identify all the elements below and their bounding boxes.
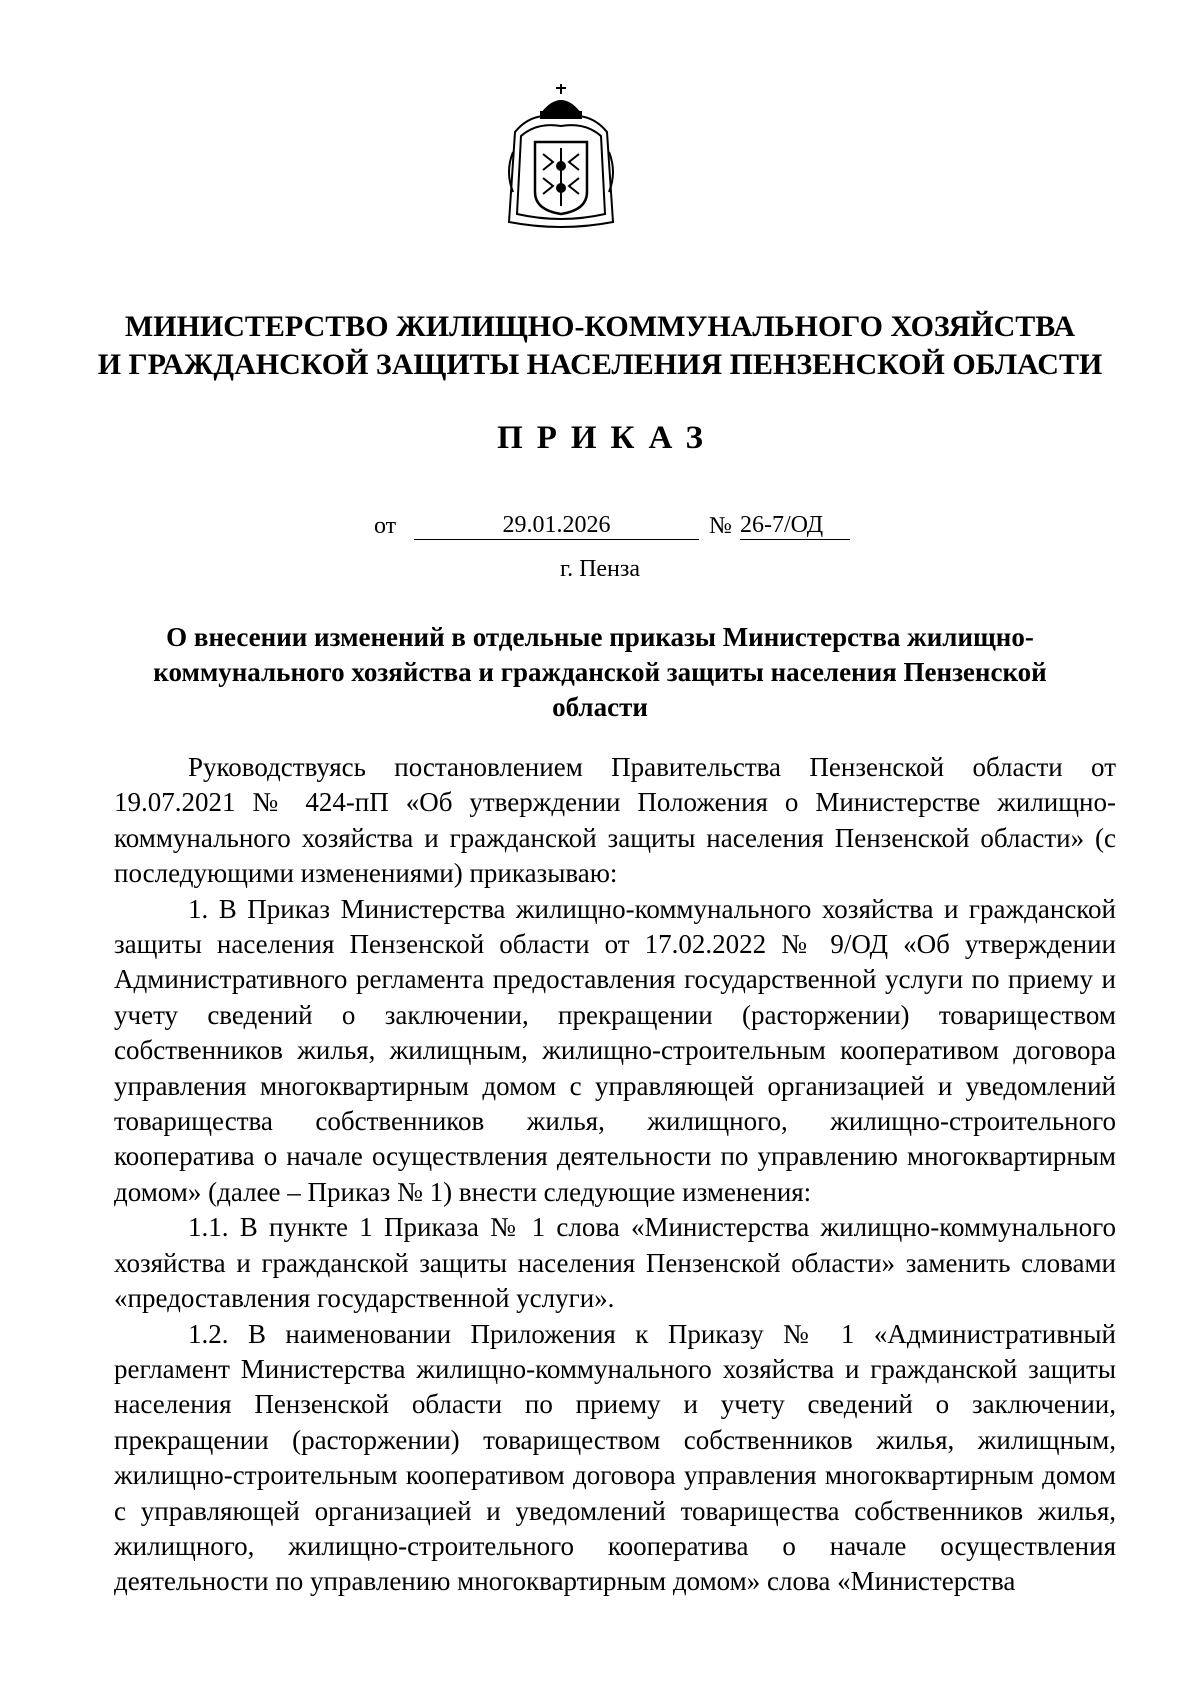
ministry-name-line2: И ГРАЖДАНСКОЙ ЗАЩИТЫ НАСЕЛЕНИЯ ПЕНЗЕНСКОЙ ОБЛАСТИ bbox=[97, 348, 1103, 381]
order-number: 26-7/ОД bbox=[740, 511, 850, 540]
coat-of-arms-icon bbox=[503, 82, 619, 234]
body-paragraph: 1.1. В пункте 1 Приказа № 1 слова «Министерства жилищно-коммунального хозяйства и гражданской защиты населения Пензенской области» заменить словами «предоставления государственной услуги». bbox=[114, 1212, 1116, 1314]
order-subject-line2: коммунального хозяйства и гражданской защиты населения Пензенской bbox=[153, 657, 1047, 687]
document-type: ПРИКАЗ bbox=[497, 420, 717, 456]
order-subject-line3: области bbox=[552, 692, 648, 722]
date-prefix: от bbox=[374, 513, 397, 539]
ministry-name bbox=[60, 308, 1140, 384]
body-paragraph: 1.2. В наименовании Приложения к Приказу № 1 «Административный регламент Министерства жилищно-коммунального хозяйства и гражданской защиты населения Пензенской области по приему и учету сведений о заключении, прекращении (расторжении) товариществом собственников жилья, жилищным, жилищно-строительным кооперативом договора управления многоквартирным домом с управляющей организацией и уведомлений товарищества собственников жилья, жилищного, жилищно-строительного кооператива о начале осуществления деятельности по управлению многоквартирным домом» слова «Министерства bbox=[114, 1318, 1116, 1597]
ministry-name-line1: МИНИСТЕРСТВО ЖИЛИЩНО-КОММУНАЛЬНОГО ХОЗЯЙСТВА bbox=[124, 310, 1076, 343]
number-prefix: № bbox=[709, 513, 732, 539]
body-paragraph: Руководствуясь постановлением Правительства Пензенской области от 19.07.2021 № 424-пП «Об утверждении Положения о Министерстве жилищно-коммунального хозяйства и гражданской защиты населения Пензенской области» (с последующими изменениями) приказываю: bbox=[114, 752, 1116, 889]
order-body bbox=[114, 750, 1116, 1600]
order-subject-line1: О внесении изменений в отдельные приказы Министерства жилищно- bbox=[166, 622, 1034, 652]
order-subject bbox=[112, 620, 1088, 725]
order-date: 29.01.2026 bbox=[414, 511, 699, 540]
body-paragraph: 1. В Приказ Министерства жилищно-коммунального хозяйства и гражданской защиты населения Пензенской области от 17.02.2022 № 9/ОД «Об утверждении Административного регламента предоставления государственной услуги по приему и учету сведений о заключении, прекращении (расторжении) товариществом собственников жилья, жилищным, жилищно-строительным кооперативом договора управления многоквартирным домом с управляющей организацией и уведомлений товарищества собственников жилья, жилищного, жилищно-строительного кооператива о начале осуществления деятельности по управлению многоквартирным домом» (далее – Приказ № 1) внести следующие изменения: bbox=[114, 893, 1116, 1207]
city: г. Пенза bbox=[559, 556, 641, 582]
